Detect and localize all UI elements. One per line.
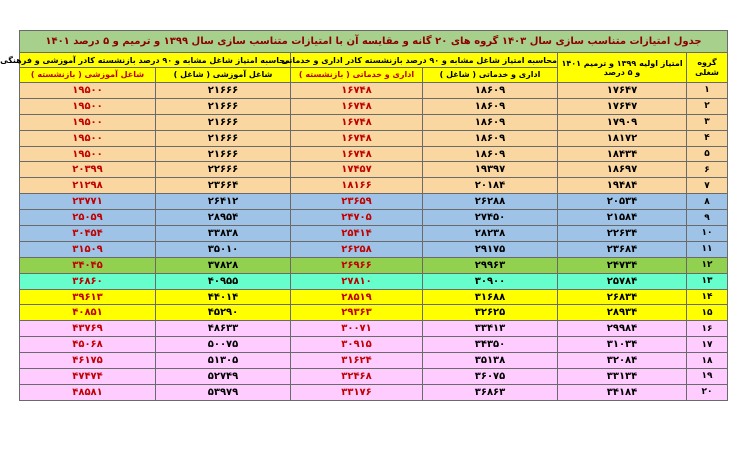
header-admin-retired: اداری و خدماتی ( بازنشسته ): [291, 68, 423, 83]
cell-admin-retired: ۳۰۰۷۱: [291, 321, 423, 337]
cell-edu-retired: ۲۰۳۹۹: [20, 162, 156, 178]
table-body: [0, 31, 728, 401]
title-row: [20, 31, 728, 53]
cell-edu-retired: ۲۵۰۵۹: [20, 210, 156, 226]
salary-table-frame: [0, 30, 727, 401]
cell-admin-retired: ۳۱۶۲۴: [291, 353, 423, 369]
cell-admin-employed: ۱۸۶۰۹: [423, 130, 558, 146]
cell-edu-retired: ۴۶۱۷۵: [20, 353, 156, 369]
table-row: [20, 384, 728, 400]
cell-edu-employed: ۲۱۶۶۶: [156, 114, 291, 130]
cell-edu-retired: ۴۵۰۶۸: [20, 337, 156, 353]
cell-admin-employed: ۳۲۶۲۵: [423, 305, 558, 321]
cell-edu-retired: ۱۹۵۰۰: [20, 83, 156, 99]
cell-admin-employed: ۱۸۶۰۹: [423, 83, 558, 99]
table-row: [20, 194, 728, 210]
cell-edu-retired: ۴۳۷۶۹: [20, 321, 156, 337]
header-edu-employed: شاغل آموزشی ( شاغل ): [156, 68, 291, 83]
cell-base-score: ۲۸۹۳۴: [558, 305, 687, 321]
table-row: [20, 321, 728, 337]
cell-admin-retired: ۲۸۵۱۹: [291, 289, 423, 305]
cell-group: ۱۶: [687, 321, 728, 337]
cell-group: ۷: [687, 178, 728, 194]
table-row: [20, 178, 728, 194]
table-row: [20, 226, 728, 242]
cell-admin-employed: ۳۳۴۱۳: [423, 321, 558, 337]
cell-edu-employed: ۵۲۷۴۹: [156, 369, 291, 385]
cell-group: ۱۲: [687, 257, 728, 273]
cell-admin-employed: ۳۱۶۸۸: [423, 289, 558, 305]
cell-base-score: ۱۸۱۷۲: [558, 130, 687, 146]
cell-admin-retired: ۲۴۷۰۵: [291, 210, 423, 226]
cell-group: ۵: [687, 146, 728, 162]
cell-base-score: ۱۷۶۴۷: [558, 83, 687, 99]
cell-admin-employed: ۲۶۲۸۸: [423, 194, 558, 210]
pension-score-table: [0, 30, 728, 401]
cell-edu-retired: ۴۰۸۵۱: [20, 305, 156, 321]
cell-edu-retired: ۱۹۵۰۰: [20, 146, 156, 162]
table-row: [20, 273, 728, 289]
cell-base-score: ۲۴۷۳۴: [558, 257, 687, 273]
cell-group: ۴: [687, 130, 728, 146]
cell-admin-retired: ۱۶۷۴۸: [291, 83, 423, 99]
cell-group: ۱۸: [687, 353, 728, 369]
cell-edu-employed: ۴۸۶۳۳: [156, 321, 291, 337]
cell-base-score: ۲۳۶۸۴: [558, 241, 687, 257]
cell-edu-retired: ۳۰۴۵۴: [20, 226, 156, 242]
cell-base-score: ۱۹۴۸۴: [558, 178, 687, 194]
cell-group: ۹: [687, 210, 728, 226]
cell-admin-retired: ۲۵۴۱۴: [291, 226, 423, 242]
cell-group: ۲: [687, 98, 728, 114]
cell-edu-retired: ۲۳۷۷۱: [20, 194, 156, 210]
cell-edu-retired: ۳۴۰۴۵: [20, 257, 156, 273]
cell-admin-employed: ۱۸۶۰۹: [423, 114, 558, 130]
header-admin-calc: محاسبه امتیاز شاغل مشابه و ۹۰ درصد بازنشسته کادر اداری و خدماتی: [291, 53, 558, 68]
cell-group: ۱۰: [687, 226, 728, 242]
cell-base-score: ۱۷۹۰۹: [558, 114, 687, 130]
cell-edu-employed: ۲۱۶۶۶: [156, 98, 291, 114]
cell-edu-employed: ۴۵۲۹۰: [156, 305, 291, 321]
table-row: [20, 241, 728, 257]
cell-admin-retired: ۲۳۶۵۹: [291, 194, 423, 210]
cell-admin-employed: ۱۹۳۹۷: [423, 162, 558, 178]
cell-group: ۱۹: [687, 369, 728, 385]
cell-group: ۱: [687, 83, 728, 99]
table-row: [20, 210, 728, 226]
cell-group: ۶: [687, 162, 728, 178]
cell-admin-retired: ۱۶۷۴۸: [291, 130, 423, 146]
header-group: گروه شغلی: [687, 53, 728, 83]
cell-edu-employed: ۲۱۶۶۶: [156, 146, 291, 162]
cell-base-score: ۲۵۷۸۴: [558, 273, 687, 289]
header-row-1: [20, 53, 728, 68]
cell-base-score: ۱۷۶۴۷: [558, 98, 687, 114]
cell-edu-employed: ۴۴۰۱۴: [156, 289, 291, 305]
cell-edu-employed: ۲۱۶۶۶: [156, 130, 291, 146]
cell-base-score: ۲۲۶۳۴: [558, 226, 687, 242]
cell-admin-employed: ۳۶۰۷۵: [423, 369, 558, 385]
cell-base-score: ۲۹۹۸۴: [558, 321, 687, 337]
cell-edu-employed: ۲۳۶۶۴: [156, 178, 291, 194]
cell-edu-employed: ۲۲۶۶۶: [156, 162, 291, 178]
cell-base-score: ۲۶۸۳۴: [558, 289, 687, 305]
cell-edu-retired: ۱۹۵۰۰: [20, 98, 156, 114]
cell-admin-retired: ۲۷۸۱۰: [291, 273, 423, 289]
cell-group: ۱۳: [687, 273, 728, 289]
cell-admin-retired: ۳۰۹۱۵: [291, 337, 423, 353]
cell-admin-employed: ۲۹۱۷۵: [423, 241, 558, 257]
cell-edu-employed: ۲۶۴۱۲: [156, 194, 291, 210]
cell-admin-retired: ۱۶۷۴۸: [291, 114, 423, 130]
cell-admin-retired: ۱۶۷۴۸: [291, 98, 423, 114]
table-row: [20, 337, 728, 353]
table-row: [20, 83, 728, 99]
cell-admin-retired: ۳۲۴۶۸: [291, 369, 423, 385]
cell-base-score: ۳۳۱۳۴: [558, 369, 687, 385]
table-row: [20, 353, 728, 369]
cell-admin-retired: ۱۸۱۶۶: [291, 178, 423, 194]
header-edu-retired: شاغل آموزشی ( بازنشسته ): [20, 68, 156, 83]
cell-edu-employed: ۲۱۶۶۶: [156, 83, 291, 99]
table-row: [20, 98, 728, 114]
table-row: [20, 146, 728, 162]
cell-edu-employed: ۳۵۰۱۰: [156, 241, 291, 257]
cell-admin-employed: ۳۵۱۳۸: [423, 353, 558, 369]
cell-group: ۲۰: [687, 384, 728, 400]
cell-admin-employed: ۳۶۸۶۳: [423, 384, 558, 400]
cell-admin-retired: ۲۶۲۵۸: [291, 241, 423, 257]
cell-group: ۱۱: [687, 241, 728, 257]
table-row: [20, 162, 728, 178]
cell-group: ۳: [687, 114, 728, 130]
cell-admin-retired: ۳۳۱۷۶: [291, 384, 423, 400]
cell-base-score: ۳۲۰۸۴: [558, 353, 687, 369]
right-margin: [727, 0, 745, 453]
cell-edu-retired: ۳۹۶۱۳: [20, 289, 156, 305]
cell-admin-employed: ۱۸۶۰۹: [423, 146, 558, 162]
cell-edu-retired: ۴۷۴۷۴: [20, 369, 156, 385]
cell-base-score: ۳۱۰۳۴: [558, 337, 687, 353]
table-row: [20, 114, 728, 130]
cell-admin-employed: ۳۴۳۵۰: [423, 337, 558, 353]
table-row: [20, 130, 728, 146]
table-row: [20, 257, 728, 273]
cell-edu-employed: ۳۷۸۲۸: [156, 257, 291, 273]
table-row: [20, 305, 728, 321]
cell-edu-retired: ۱۹۵۰۰: [20, 130, 156, 146]
cell-admin-employed: ۲۸۲۳۸: [423, 226, 558, 242]
cell-base-score: ۳۴۱۸۴: [558, 384, 687, 400]
header-edu-calc: محاسبه امتیاز شاغل مشابه و ۹۰ درصد بازنشسته کادر آموزشی و فرهنگی: [20, 53, 291, 68]
cell-edu-employed: ۳۳۸۳۸: [156, 226, 291, 242]
header-admin-employed: اداری و خدماتی ( شاغل ): [423, 68, 558, 83]
cell-edu-retired: ۱۹۵۰۰: [20, 114, 156, 130]
cell-edu-employed: ۵۱۳۰۵: [156, 353, 291, 369]
cell-admin-employed: ۱۸۶۰۹: [423, 98, 558, 114]
cell-base-score: ۲۰۵۳۴: [558, 194, 687, 210]
cell-base-score: ۱۸۴۳۴: [558, 146, 687, 162]
cell-edu-employed: ۵۳۹۷۹: [156, 384, 291, 400]
cell-edu-employed: ۴۰۹۵۵: [156, 273, 291, 289]
cell-admin-employed: ۲۷۴۵۰: [423, 210, 558, 226]
cell-admin-retired: ۲۶۹۶۶: [291, 257, 423, 273]
cell-base-score: ۱۸۶۹۷: [558, 162, 687, 178]
table-title: جدول امتیازات متناسب سازی سال ۱۴۰۳ گروه های ۲۰ گانه و مقایسه آن با امتیازات متناسب سازی سال ۱۳۹۹ و ترمیم و ۵ درصد ۱۴۰۱: [20, 31, 728, 53]
cell-edu-employed: ۲۸۹۵۴: [156, 210, 291, 226]
table-row: [20, 369, 728, 385]
cell-admin-retired: ۱۷۴۵۷: [291, 162, 423, 178]
cell-group: ۱۷: [687, 337, 728, 353]
cell-group: ۸: [687, 194, 728, 210]
cell-group: ۱۵: [687, 305, 728, 321]
cell-admin-employed: ۲۹۹۶۳: [423, 257, 558, 273]
cell-edu-retired: ۴۸۵۸۱: [20, 384, 156, 400]
table-row: [20, 289, 728, 305]
left-margin: [0, 0, 19, 453]
cell-edu-employed: ۵۰۰۷۵: [156, 337, 291, 353]
cell-base-score: ۲۱۵۸۴: [558, 210, 687, 226]
cell-admin-employed: ۳۰۹۰۰: [423, 273, 558, 289]
cell-edu-retired: ۳۶۸۶۰: [20, 273, 156, 289]
cell-admin-employed: ۲۰۱۸۴: [423, 178, 558, 194]
cell-edu-retired: ۲۱۲۹۸: [20, 178, 156, 194]
cell-admin-retired: ۲۹۳۶۳: [291, 305, 423, 321]
header-base: امتیاز اولیه ۱۳۹۹ و ترمیم ۱۴۰۱ و ۵ درصد: [558, 53, 687, 83]
cell-group: ۱۴: [687, 289, 728, 305]
cell-admin-retired: ۱۶۷۴۸: [291, 146, 423, 162]
cell-edu-retired: ۳۱۵۰۹: [20, 241, 156, 257]
